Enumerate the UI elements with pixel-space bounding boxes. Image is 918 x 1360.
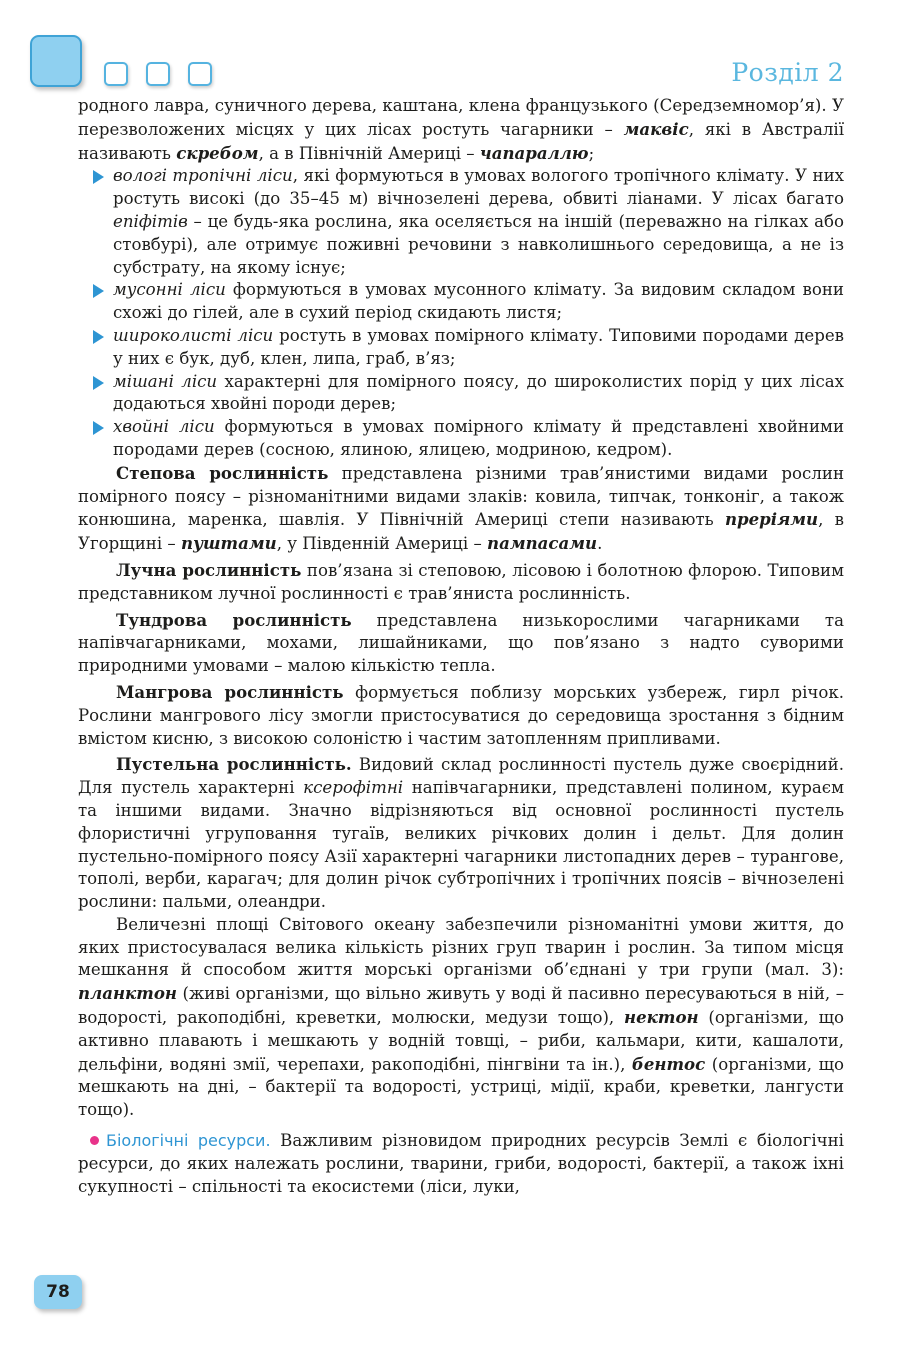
heading-tundra: Тундрова рослинність	[116, 609, 352, 630]
section-title: Розділ 2	[731, 58, 844, 87]
decorative-rounded-square-large	[30, 35, 82, 87]
heading-desert: Пустельна рослинність.	[116, 754, 352, 775]
paragraph-desert: Пустельна рослинність. Видовий склад рослинності пустель дуже своєрідний. Для пустель характерні ксерофітні напівчагарники, представлені полином, кураєм та іншими видами. Значно відрізняються від основної рослинності пустель флористичні угруповання тугаїв, великих річкових долин і дельт. Для долин пустельно-помірного поясу Азії характерні чагарники листопадних дерев – турангове, тополі, верби, карагач; для долин річок субтропічних і тропічних поясів – вічнозелені рослини: пальми, олеандри.	[78, 754, 844, 912]
heading-meadow: Лучна рослинність	[116, 559, 302, 580]
bullet-arrow-icon	[93, 284, 104, 298]
term-puszta: пуштами	[181, 533, 277, 554]
heading-steppe: Степова рослинність	[116, 462, 329, 483]
subheading-biological-resources: Біологічні ресурси.	[106, 1131, 271, 1151]
bullet-term: мішані ліси	[113, 371, 218, 391]
list-item: хвойні ліси формуються в умовах помірного клімату й представлені хвойними породами дерев (сосною, ялиною, ялицею, модриною, кедром).	[78, 416, 844, 462]
decorative-rounded-square	[104, 62, 128, 86]
bullet-term: вологі тропічні ліси	[113, 166, 293, 186]
heading-mangrove: Мангрова рослинність	[116, 681, 344, 702]
paragraph-mangrove: Мангрова рослинність формується поблизу морських узбереж, гирл річок. Рослини мангрового лісу змогли пристосуватися до середовища зростання з бідним вмістом кисню, з високою солоністю і частим затопленням припливами.	[78, 681, 844, 748]
bullet-term: хвойні ліси	[113, 417, 215, 437]
paragraph-biological-resources: Біологічні ресурси. Важливим різновидом природних ресурсів Землі є біологічні ресурси, до яких належать рослини, тварини, гриби, водорості, бактерії, а також іхні сукупності – спільності та екосистеми (ліси, луки,	[78, 1131, 844, 1196]
paragraph-steppe: Степова рослинність представлена різними трав’янистими видами рослин помірного поясу – різноманітними видами злаків: ковила, типчак, тонконіг, а також конюшина, маренка, шавлія. У Північній Америці степи називають преріями, в Угорщині – пуштами, у Південній Америці – пампасами.	[78, 462, 845, 554]
term-prairies: преріями	[724, 509, 819, 530]
bullet-arrow-icon	[93, 170, 104, 184]
term-chaparral: чапараллю	[479, 142, 589, 163]
list-item: мішані ліси характерні для помірного поясу, до широколистих порід у цих лісах додаються хвойні породи дерев;	[78, 371, 844, 417]
bullet-term: мусонні ліси	[113, 280, 226, 300]
list-item: вологі тропічні ліси, які формуються в умовах вологого тропічного клімату. У них ростуть високі (до 35–45 м) вічнозелені дерева, обвиті ліанами. У лісах багато епіфітів – це будь-яка рослина, яка оселяється на іншій (переважно на гілках або стовбурі), але отримує поживні речовини з навколишнього середовища, а не із субстрату, на якому існує;	[78, 165, 844, 279]
paragraph-tundra: Тундрова рослинність представлена низькорослими чагарниками та напівчагарниками, мохами, лишайниками, що пов’язано з надто суворими природними умовами – малою кількістю тепла.	[78, 609, 844, 676]
pink-dot-icon	[90, 1136, 99, 1145]
bullet-arrow-icon	[93, 376, 104, 390]
paragraph-mediterranean-forests: родного лавра, суничного дерева, каштана, клена французького (Середземномор’я). У перезволожених місцях у цих лісах ростуть чагарники – маквіс, які в Австралії називають скребом, а в Північній Америці – чапараллю;	[78, 96, 845, 163]
bullet-term: широколисті ліси	[113, 325, 274, 345]
term-pampas: пампасами	[487, 533, 598, 554]
list-item: широколисті ліси ростуть в умовах помірного клімату. Типовими породами дерев у них є бук, дуб, клен, липа, граб, в’яз;	[78, 325, 844, 371]
term-benthos: бентос	[631, 1053, 706, 1074]
decorative-rounded-square	[146, 62, 170, 86]
term-epiphytes: епіфітів	[113, 211, 188, 231]
paragraph-meadow: Лучна рослинність пов’язана зі степовою, лісовою і болотною флорою. Типовим представником лучної рослинності є трав’яниста рослинність.	[78, 559, 845, 603]
term-nekton: нектон	[624, 1007, 699, 1028]
term-xerophytic: ксерофітні	[303, 778, 404, 798]
term-scrub: скребом	[176, 142, 259, 163]
paragraph-ocean: Величезні площі Світового океану забезпечили різноманітні умови життя, до яких пристосувалася велика кількість різних груп тварин і рослин. За типом місця мешкання й способом життя морські організми об’єднані у три групи (мал. 3): планктон (живі організми, що вільно живуть у воді й пасивно пересуваються в ній, – водорості, ракоподібні, креветки, молюски, медузи тощо), нектон (організми, що активно плавають і мешкають у водній товщі, – риби, кальмари, кити, кашалоти, дельфіни, водяні змії, черепахи, ракоподібні, пінгвіни та ін.), бентос (організми, що мешкають на дні, – бактерії та водорості, устриці, мідії, краби, креветки, лангусти тощо).	[78, 914, 844, 1120]
bullet-arrow-icon	[93, 330, 104, 344]
term-plankton: планктон	[78, 983, 178, 1004]
list-item: мусонні ліси формуються в умовах мусонного клімату. За видовим складом вони схожі до гілей, але в сухий період скидають листя;	[78, 279, 844, 325]
bullet-arrow-icon	[93, 421, 104, 435]
page-body	[78, 95, 844, 1198]
page-number: 78	[34, 1275, 82, 1309]
term-maquis: маквіс	[623, 118, 689, 139]
decorative-rounded-square	[188, 62, 212, 86]
